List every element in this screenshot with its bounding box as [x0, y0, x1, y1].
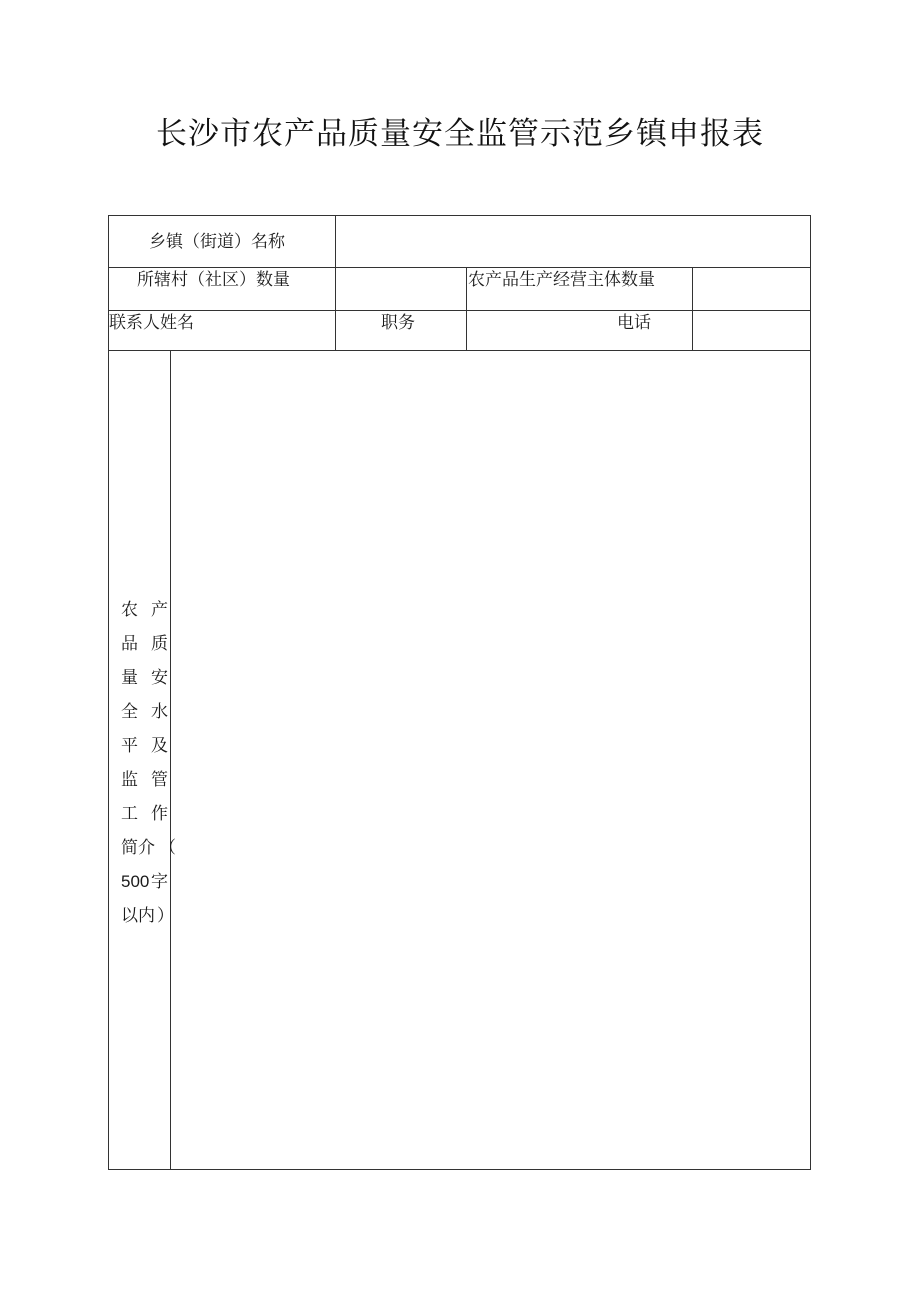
summary-label-char: ）	[157, 906, 174, 926]
summary-label	[109, 351, 176, 1169]
contact-name-label: 联系人姓名	[109, 313, 194, 333]
col-divider-b	[466, 267, 467, 350]
summary-label-char: 农	[121, 600, 138, 620]
phone-label: 电话	[617, 313, 651, 333]
summary-label-char: 平	[121, 736, 138, 756]
col-divider-a	[335, 216, 336, 350]
summary-label-char: 品	[121, 634, 138, 654]
villages-count-label: 所辖村（社区）数量	[137, 270, 290, 290]
application-form	[108, 215, 811, 1170]
summary-field[interactable]	[172, 352, 807, 1167]
summary-label-char: 500	[121, 872, 150, 891]
summary-label-char: 工	[121, 804, 138, 824]
row-divider-1	[109, 267, 810, 268]
summary-label-char: 以内	[121, 906, 155, 926]
summary-label-char: 管	[151, 770, 168, 790]
summary-label-char: 字	[151, 872, 168, 892]
summary-label-char: 作	[151, 804, 168, 824]
summary-label-char: 及	[151, 736, 168, 756]
villages-count-field[interactable]	[337, 269, 464, 308]
summary-label-char: 产	[151, 600, 168, 620]
summary-label-char: 量	[121, 668, 138, 688]
row-divider-2	[109, 310, 810, 311]
page-title: 长沙市农产品质量安全监管示范乡镇申报表	[156, 116, 764, 152]
phone-field[interactable]	[694, 312, 807, 348]
summary-label-char: （	[159, 838, 176, 858]
summary-label-char: 水	[151, 702, 168, 722]
position-label: 职务	[381, 313, 415, 333]
row-divider-3	[109, 350, 810, 351]
summary-label-char: 质	[151, 634, 168, 654]
township-name-label: 乡镇（街道）名称	[149, 232, 285, 252]
col-divider-c	[692, 267, 693, 350]
summary-label-char: 全	[121, 702, 138, 722]
summary-label-char: 安	[151, 668, 168, 688]
entities-count-label: 农产品生产经营主体数量	[468, 270, 655, 290]
summary-label-char: 监	[121, 770, 138, 790]
township-name-field[interactable]	[337, 218, 807, 265]
entities-count-field[interactable]	[694, 269, 807, 308]
summary-label-char: 简介	[121, 838, 155, 858]
